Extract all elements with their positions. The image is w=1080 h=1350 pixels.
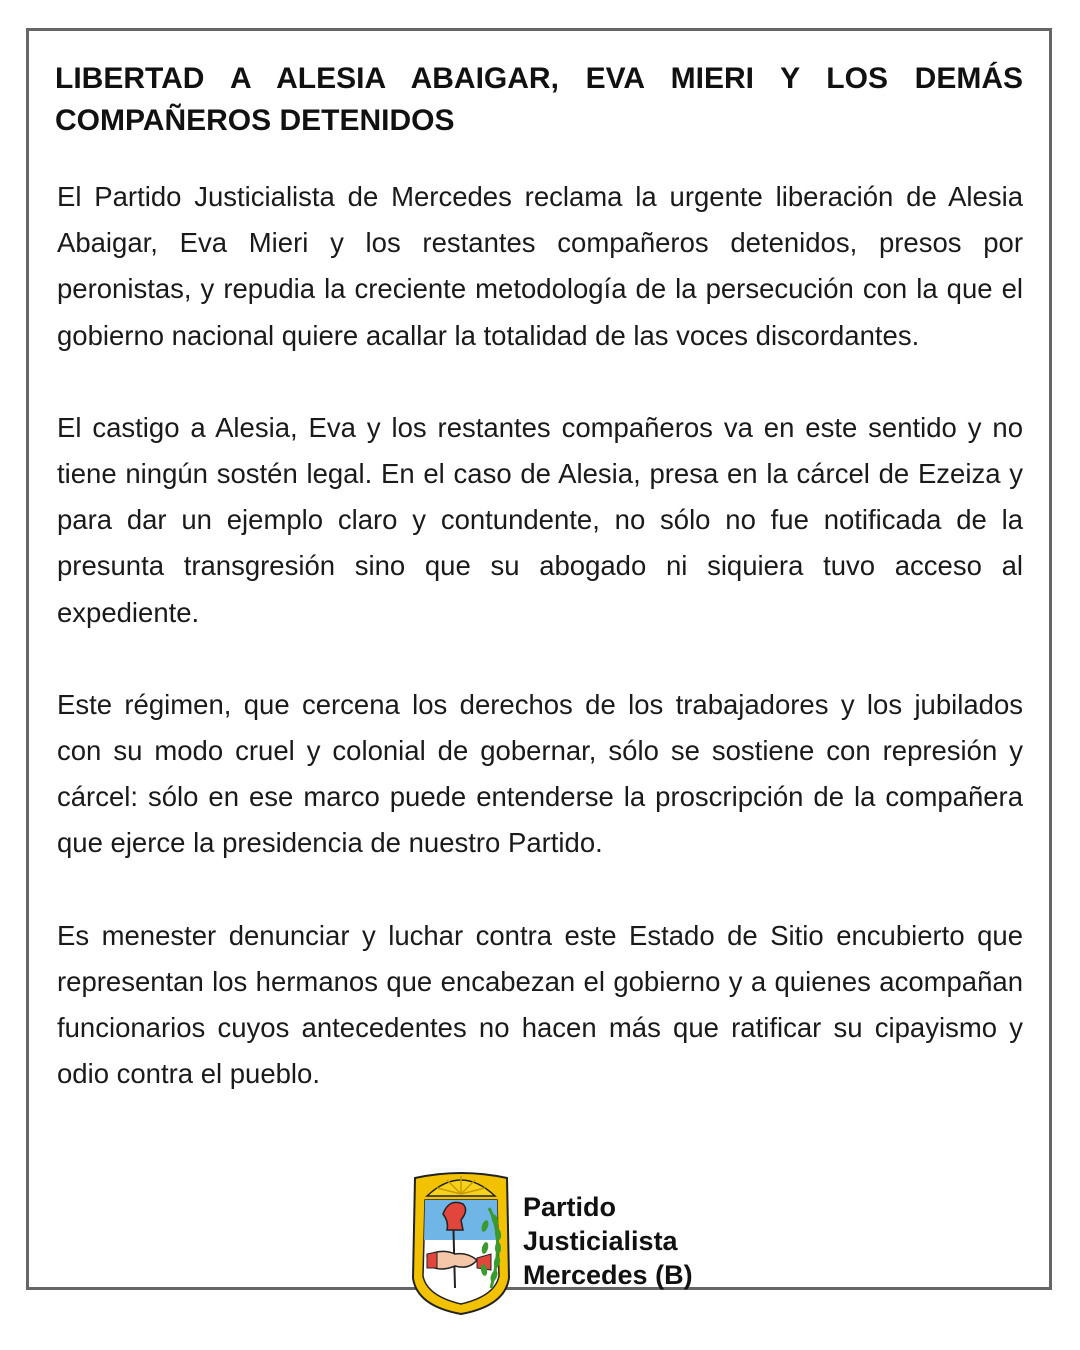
- logo-line-2: Justicialista: [523, 1226, 678, 1256]
- paragraph-3: Este régimen, que cercena los derechos de los trabajadores y los jubilados con su modo cruel y colonial de gobernar, sólo se sostiene con represión y cárcel: sólo en ese marco puede entenderse la proscripción de la compañera que ejerce la presidencia de nuestro Partido.: [57, 688, 1023, 859]
- document-title: LIBERTAD A ALESIA ABAIGAR, EVA MIERI Y LOS DEMÁS COMPAÑEROS DETENIDOS: [55, 62, 1023, 137]
- party-logo: [405, 1168, 725, 1318]
- peronist-shield-icon: [405, 1168, 517, 1318]
- logo-line-3: Mercedes (B): [523, 1260, 693, 1290]
- paragraph-1: El Partido Justicialista de Mercedes reclama la urgente liberación de Alesia Abaigar, Eva Mieri y los restantes compañeros detenidos, presos por peronistas, y repudia la creciente metodología de la persecución con la que el gobierno nacional quiere acallar la totalidad de las voces discordantes.: [57, 181, 1023, 351]
- document-body: [57, 174, 1023, 1143]
- logo-line-1: Partido: [523, 1192, 617, 1222]
- paragraph-2: El castigo a Alesia, Eva y los restantes compañeros va en este sentido y no tiene ningún sostén legal. En el caso de Alesia, presa en la cárcel de Ezeiza y para dar un ejemplo claro y contundente, no sólo no fue notificada de la presunta transgresión sino que su abogado ni siquiera tuvo acceso al expediente.: [57, 411, 1023, 628]
- paragraph-4: Es menester denunciar y luchar contra este Estado de Sitio encubierto que representan los hermanos que encabezan el gobierno y a quienes acompañan funcionarios cuyos antecedentes no hacen más que ratificar su cipayismo y odio contra el pueblo.: [57, 919, 1023, 1090]
- logo-text: [523, 1190, 693, 1292]
